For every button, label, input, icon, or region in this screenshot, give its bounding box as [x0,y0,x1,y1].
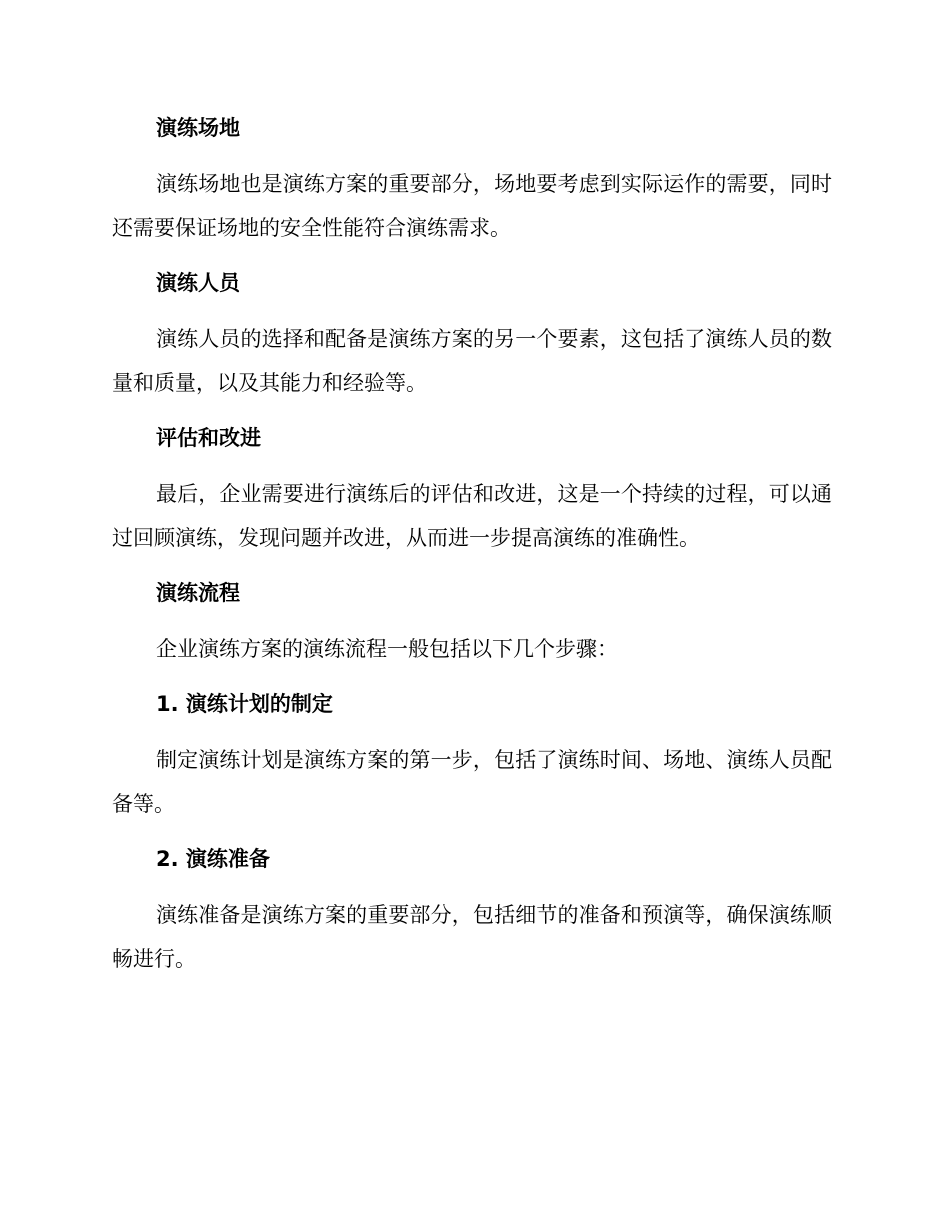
section-heading-venue: 演练场地 [156,116,240,140]
section-heading-evaluation: 评估和改进 [156,426,261,450]
section-paragraph-process: 企业演练方案的演练流程一般包括以下几个步骤： [156,637,618,661]
section-heading-process: 演练流程 [156,581,240,605]
section-paragraph-step-2: 演练准备是演练方案的重要部分，包括细节的准备和预演等，确保演练顺畅进行。 [112,903,832,971]
section-paragraph-evaluation: 最后，企业需要进行演练后的评估和改进，这是一个持续的过程，可以通过回顾演练，发现问题并改进，从而进一步提高演练的准确性。 [112,482,832,550]
section-heading-personnel: 演练人员 [156,271,240,295]
section-heading-step-2: 2. 演练准备 [156,847,270,871]
document-page [112,108,832,981]
section-paragraph-venue: 演练场地也是演练方案的重要部分，场地要考虑到实际运作的需要，同时还需要保证场地的安全性能符合演练需求。 [112,172,832,240]
section-paragraph-personnel: 演练人员的选择和配备是演练方案的另一个要素，这包括了演练人员的数量和质量，以及其能力和经验等。 [112,327,832,395]
section-heading-step-1: 1. 演练计划的制定 [156,692,333,716]
section-paragraph-step-1: 制定演练计划是演练方案的第一步，包括了演练时间、场地、演练人员配备等。 [112,748,832,816]
